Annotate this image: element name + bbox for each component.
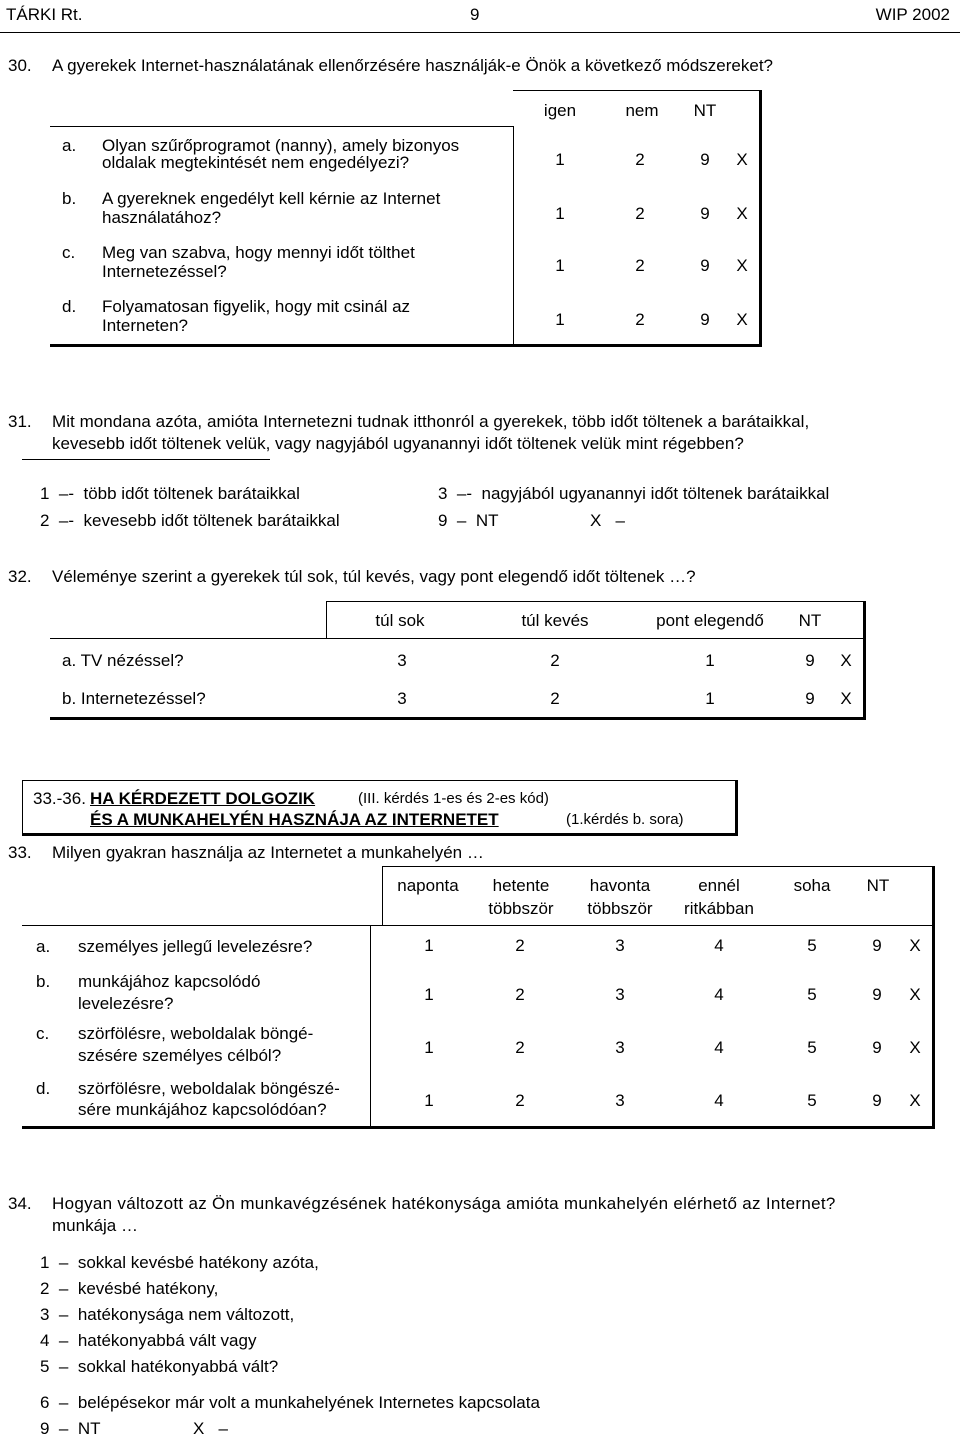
q33-c-2[interactable]: 2 bbox=[515, 1038, 525, 1057]
q33-c-x[interactable]: X bbox=[909, 1038, 921, 1057]
q30-d-line1: Folyamatosan figyelik, hogy mit csinál az bbox=[102, 297, 411, 316]
q34-opt-5-dash: – bbox=[58, 1357, 69, 1376]
q30-b-line1: A gyereknek engedélyt kell kérnie az Internet bbox=[102, 189, 441, 208]
q32-col-tul-sok: túl sok bbox=[375, 611, 425, 630]
q33-b-9[interactable]: 9 bbox=[872, 985, 882, 1004]
q33-b-line1: munkájához kapcsolódó bbox=[78, 972, 261, 991]
q34-number: 34. bbox=[8, 1194, 32, 1213]
q33-col-naponta: naponta bbox=[397, 876, 459, 895]
q34-opt-3[interactable] bbox=[40, 1305, 294, 1325]
q33-a-9[interactable]: 9 bbox=[872, 936, 882, 955]
q33-b-1[interactable]: 1 bbox=[424, 985, 434, 1004]
q34-opt-9-text: NT bbox=[77, 1419, 101, 1438]
q31-opt-3-code: 3 bbox=[438, 484, 448, 503]
q32-b-3[interactable]: 3 bbox=[397, 689, 407, 708]
q32-b-1[interactable]: 1 bbox=[705, 689, 715, 708]
filter-note-2: (1.kérdés b. sora) bbox=[566, 811, 684, 828]
q32-a-3[interactable]: 3 bbox=[397, 651, 407, 670]
q33-c-9[interactable]: 9 bbox=[872, 1038, 882, 1057]
q30-b-code-9[interactable]: 9 bbox=[700, 204, 710, 223]
q33-a-2[interactable]: 2 bbox=[515, 936, 525, 955]
q31-line2: kevesebb időt töltenek velük, vagy nagyjából ugyanannyi időt töltenek velük mint régebben? bbox=[52, 434, 744, 453]
q34-opt-1-code: 1 bbox=[40, 1253, 50, 1272]
q31-opt-x[interactable] bbox=[590, 511, 625, 531]
q34-opt-2-code: 2 bbox=[40, 1279, 50, 1298]
q33-d-1[interactable]: 1 bbox=[424, 1091, 434, 1110]
q34-opt-9-code: 9 bbox=[40, 1419, 50, 1438]
q31-opt-1-code: 1 bbox=[40, 484, 50, 503]
q33-number: 33. bbox=[8, 843, 32, 862]
q30-d-code-x[interactable]: X bbox=[736, 310, 748, 329]
q31-opt-1-dash: –- bbox=[58, 484, 75, 503]
q32-a-2[interactable]: 2 bbox=[550, 651, 560, 670]
header-rule bbox=[0, 32, 960, 33]
q30-col-igen: igen bbox=[543, 101, 577, 120]
q33-a-1[interactable]: 1 bbox=[424, 936, 434, 955]
q30-a-line2: oldalak megtekintését nem engedélyezi? bbox=[102, 153, 410, 172]
q34-opt-5-code: 5 bbox=[40, 1357, 50, 1376]
q30-d-line2: Interneten? bbox=[102, 316, 189, 335]
q33-c-line1: szörfölésre, weboldalak böngé- bbox=[78, 1024, 314, 1043]
q31-opt-3-text: nagyjából ugyanannyi időt töltenek barátaikkal bbox=[481, 484, 830, 503]
q30-b-code-2[interactable]: 2 bbox=[635, 204, 645, 223]
q34-opt-2-dash: – bbox=[58, 1279, 69, 1298]
q33-d-9[interactable]: 9 bbox=[872, 1091, 882, 1110]
q33-col-nt: NT bbox=[866, 876, 890, 895]
q33-d-3[interactable]: 3 bbox=[615, 1091, 625, 1110]
q31-opt-2-code: 2 bbox=[40, 511, 50, 530]
q33-col-hetente-2: többször bbox=[488, 899, 554, 918]
q32-a-9[interactable]: 9 bbox=[805, 651, 815, 670]
q33-b-5[interactable]: 5 bbox=[807, 985, 817, 1004]
q32-text: Véleménye szerint a gyerekek túl sok, túl kevés, vagy pont elegendő időt töltenek …? bbox=[52, 567, 696, 586]
q32-row-a-label: a. TV nézéssel? bbox=[62, 651, 184, 670]
q33-d-4[interactable]: 4 bbox=[714, 1091, 724, 1110]
q33-b-3[interactable]: 3 bbox=[615, 985, 625, 1004]
q32-a-x[interactable]: X bbox=[840, 651, 852, 670]
header-left: TÁRKI Rt. bbox=[6, 5, 83, 24]
q31-underline bbox=[22, 459, 270, 460]
q34-opt-1-text: sokkal kevésbé hatékony azóta, bbox=[77, 1253, 319, 1272]
q33-col-soha: soha bbox=[793, 876, 831, 895]
q30-number: 30. bbox=[8, 56, 32, 75]
q31-opt-1-text: több időt töltenek barátaikkal bbox=[83, 484, 300, 503]
q32-a-1[interactable]: 1 bbox=[705, 651, 715, 670]
q30-a-code-x[interactable]: X bbox=[736, 150, 748, 169]
q31-opt-2-dash: –- bbox=[58, 511, 75, 530]
q30-b-letter: b. bbox=[62, 189, 77, 208]
q34-opt-9-dash: – bbox=[58, 1419, 69, 1438]
q34-opt-3-text: hatékonysága nem változott, bbox=[77, 1305, 295, 1324]
q34-opt-9[interactable] bbox=[40, 1419, 101, 1439]
q33-b-line2: levelezésre? bbox=[78, 994, 174, 1013]
q34-opt-5[interactable] bbox=[40, 1357, 278, 1377]
q33-a-letter: a. bbox=[36, 937, 51, 956]
q34-opt-6-text: belépésekor már volt a munkahelyének Internetes kapcsolata bbox=[77, 1393, 540, 1412]
q33-text: Milyen gyakran használja az Internetet a munkahelyén … bbox=[52, 843, 484, 862]
q33-col-havonta-2: többször bbox=[587, 899, 653, 918]
q34-opt-6-dash: – bbox=[58, 1393, 69, 1412]
q34-opt-4[interactable] bbox=[40, 1331, 256, 1351]
q33-col-ritkabban: ritkábban bbox=[684, 899, 754, 918]
q31-line1: Mit mondana azóta, amióta Internetezni tudnak itthonról a gyerekek, több időt töltenek a barátaikkal, bbox=[52, 412, 810, 431]
q33-d-x[interactable]: X bbox=[909, 1091, 921, 1110]
q30-a-line1: Olyan szűrőprogramot (nanny), amely bizonyos bbox=[102, 136, 460, 155]
q30-d-letter: d. bbox=[62, 297, 77, 316]
q30-text: A gyerekek Internet-használatának ellenőrzésére használják-e Önök a következő módszereket? bbox=[52, 56, 774, 75]
q34-line2: munkája … bbox=[52, 1216, 138, 1235]
q33-b-2[interactable]: 2 bbox=[515, 985, 525, 1004]
q31-opt-2-text: kevesebb időt töltenek barátaikkal bbox=[83, 511, 340, 530]
q33-b-4[interactable]: 4 bbox=[714, 985, 724, 1004]
q31-opt-3-dash: –- bbox=[456, 484, 473, 503]
q30-a-code-2[interactable]: 2 bbox=[635, 150, 645, 169]
q30-col-nem: nem bbox=[625, 101, 659, 120]
q33-b-letter: b. bbox=[36, 972, 51, 991]
q33-d-5[interactable]: 5 bbox=[807, 1091, 817, 1110]
q33-d-2[interactable]: 2 bbox=[515, 1091, 525, 1110]
q31-opt-9[interactable] bbox=[438, 511, 499, 531]
q33-d-letter: d. bbox=[36, 1079, 51, 1098]
q33-col-ennel: ennél bbox=[698, 876, 740, 895]
page-number: 9 bbox=[470, 5, 480, 24]
q33-c-3[interactable]: 3 bbox=[615, 1038, 625, 1057]
q30-c-code-x[interactable]: X bbox=[736, 256, 748, 275]
q34-opt-x-dash: – bbox=[218, 1419, 228, 1438]
q31-opt-9-dash: – bbox=[456, 511, 467, 530]
q32-col-pont-elegendo: pont elegendő bbox=[656, 611, 764, 630]
q31-opt-9-text: NT bbox=[475, 511, 499, 530]
q30-a-letter: a. bbox=[62, 136, 77, 155]
q30-d-code-9[interactable]: 9 bbox=[700, 310, 710, 329]
q33-c-line2: szésére személyes célból? bbox=[78, 1046, 282, 1065]
q32-b-2[interactable]: 2 bbox=[550, 689, 560, 708]
q34-opt-3-dash: – bbox=[58, 1305, 69, 1324]
filter-condition-2: ÉS A MUNKAHELYÉN HASZNÁJA AZ INTERNETET bbox=[90, 810, 499, 829]
q34-opt-1-dash: – bbox=[58, 1253, 69, 1272]
q30-d-code-2[interactable]: 2 bbox=[635, 310, 645, 329]
q34-opt-4-dash: – bbox=[58, 1331, 69, 1350]
q34-opt-6-code: 6 bbox=[40, 1393, 50, 1412]
filter-note-1: (III. kérdés 1-es és 2-es kód) bbox=[358, 790, 549, 807]
q33-a-5[interactable]: 5 bbox=[807, 936, 817, 955]
q34-line1: Hogyan változott az Ön munkavégzésének hatékonysága amióta munkahelyén elérhető az Internet? bbox=[52, 1194, 836, 1213]
q33-d-line2: sére munkájához kapcsolódóan? bbox=[78, 1100, 327, 1119]
q33-col-hetente: hetente bbox=[492, 876, 550, 895]
q34-opt-3-code: 3 bbox=[40, 1305, 50, 1324]
q32-col-nt: NT bbox=[798, 611, 822, 630]
q30-c-letter: c. bbox=[62, 243, 76, 262]
q34-opt-x[interactable] bbox=[193, 1419, 228, 1439]
q31-opt-3[interactable] bbox=[438, 484, 829, 504]
q33-b-x[interactable]: X bbox=[909, 985, 921, 1004]
q32-row-b-label: b. Internetezéssel? bbox=[62, 689, 206, 708]
q30-c-code-1[interactable]: 1 bbox=[555, 256, 565, 275]
q33-c-1[interactable]: 1 bbox=[424, 1038, 434, 1057]
q33-a-line1: személyes jellegű levelezésre? bbox=[78, 937, 313, 956]
q33-a-4[interactable]: 4 bbox=[714, 936, 724, 955]
q32-number: 32. bbox=[8, 567, 32, 586]
q30-d-code-1[interactable]: 1 bbox=[555, 310, 565, 329]
q30-b-line2: használatához? bbox=[102, 208, 222, 227]
filter-number: 33.-36. bbox=[33, 789, 86, 808]
q34-opt-2-text: kevésbé hatékony, bbox=[77, 1279, 219, 1298]
q34-opt-1[interactable] bbox=[40, 1253, 319, 1273]
q32-b-9[interactable]: 9 bbox=[805, 689, 815, 708]
q30-c-code-9[interactable]: 9 bbox=[700, 256, 710, 275]
q34-opt-2[interactable] bbox=[40, 1279, 218, 1299]
q31-opt-x-dash: – bbox=[615, 511, 625, 530]
q34-opt-6[interactable] bbox=[40, 1393, 540, 1413]
q33-c-5[interactable]: 5 bbox=[807, 1038, 817, 1057]
q33-a-x[interactable]: X bbox=[909, 936, 921, 955]
q32-b-x[interactable]: X bbox=[840, 689, 852, 708]
q33-col-havonta: havonta bbox=[589, 876, 651, 895]
q34-opt-5-text: sokkal hatékonyabbá vált? bbox=[77, 1357, 279, 1376]
q30-b-code-1[interactable]: 1 bbox=[555, 204, 565, 223]
q33-c-4[interactable]: 4 bbox=[714, 1038, 724, 1057]
q34-opt-4-text: hatékonyabbá vált vagy bbox=[77, 1331, 257, 1350]
q31-opt-x-code: X bbox=[590, 511, 602, 530]
q33-a-3[interactable]: 3 bbox=[615, 936, 625, 955]
q30-c-line2: Internetezéssel? bbox=[102, 262, 227, 281]
filter-condition-1: HA KÉRDEZETT DOLGOZIK bbox=[90, 789, 316, 808]
q30-a-code-1[interactable]: 1 bbox=[555, 150, 565, 169]
q30-col-nt: NT bbox=[693, 101, 717, 120]
q31-opt-9-code: 9 bbox=[438, 511, 448, 530]
q34-opt-4-code: 4 bbox=[40, 1331, 50, 1350]
q31-opt-1[interactable] bbox=[40, 484, 300, 504]
q30-a-code-9[interactable]: 9 bbox=[700, 150, 710, 169]
header-right: WIP 2002 bbox=[875, 5, 950, 24]
q33-d-line1: szörfölésre, weboldalak böngészé- bbox=[78, 1079, 340, 1098]
q30-b-code-x[interactable]: X bbox=[736, 204, 748, 223]
q30-c-line1: Meg van szabva, hogy mennyi időt tölthet bbox=[102, 243, 415, 262]
q33-c-letter: c. bbox=[36, 1024, 50, 1043]
q31-number: 31. bbox=[8, 412, 32, 431]
q31-opt-2[interactable] bbox=[40, 511, 340, 531]
q34-opt-x-code: X bbox=[193, 1419, 205, 1438]
q30-c-code-2[interactable]: 2 bbox=[635, 256, 645, 275]
q32-col-tul-keves: túl kevés bbox=[521, 611, 589, 630]
